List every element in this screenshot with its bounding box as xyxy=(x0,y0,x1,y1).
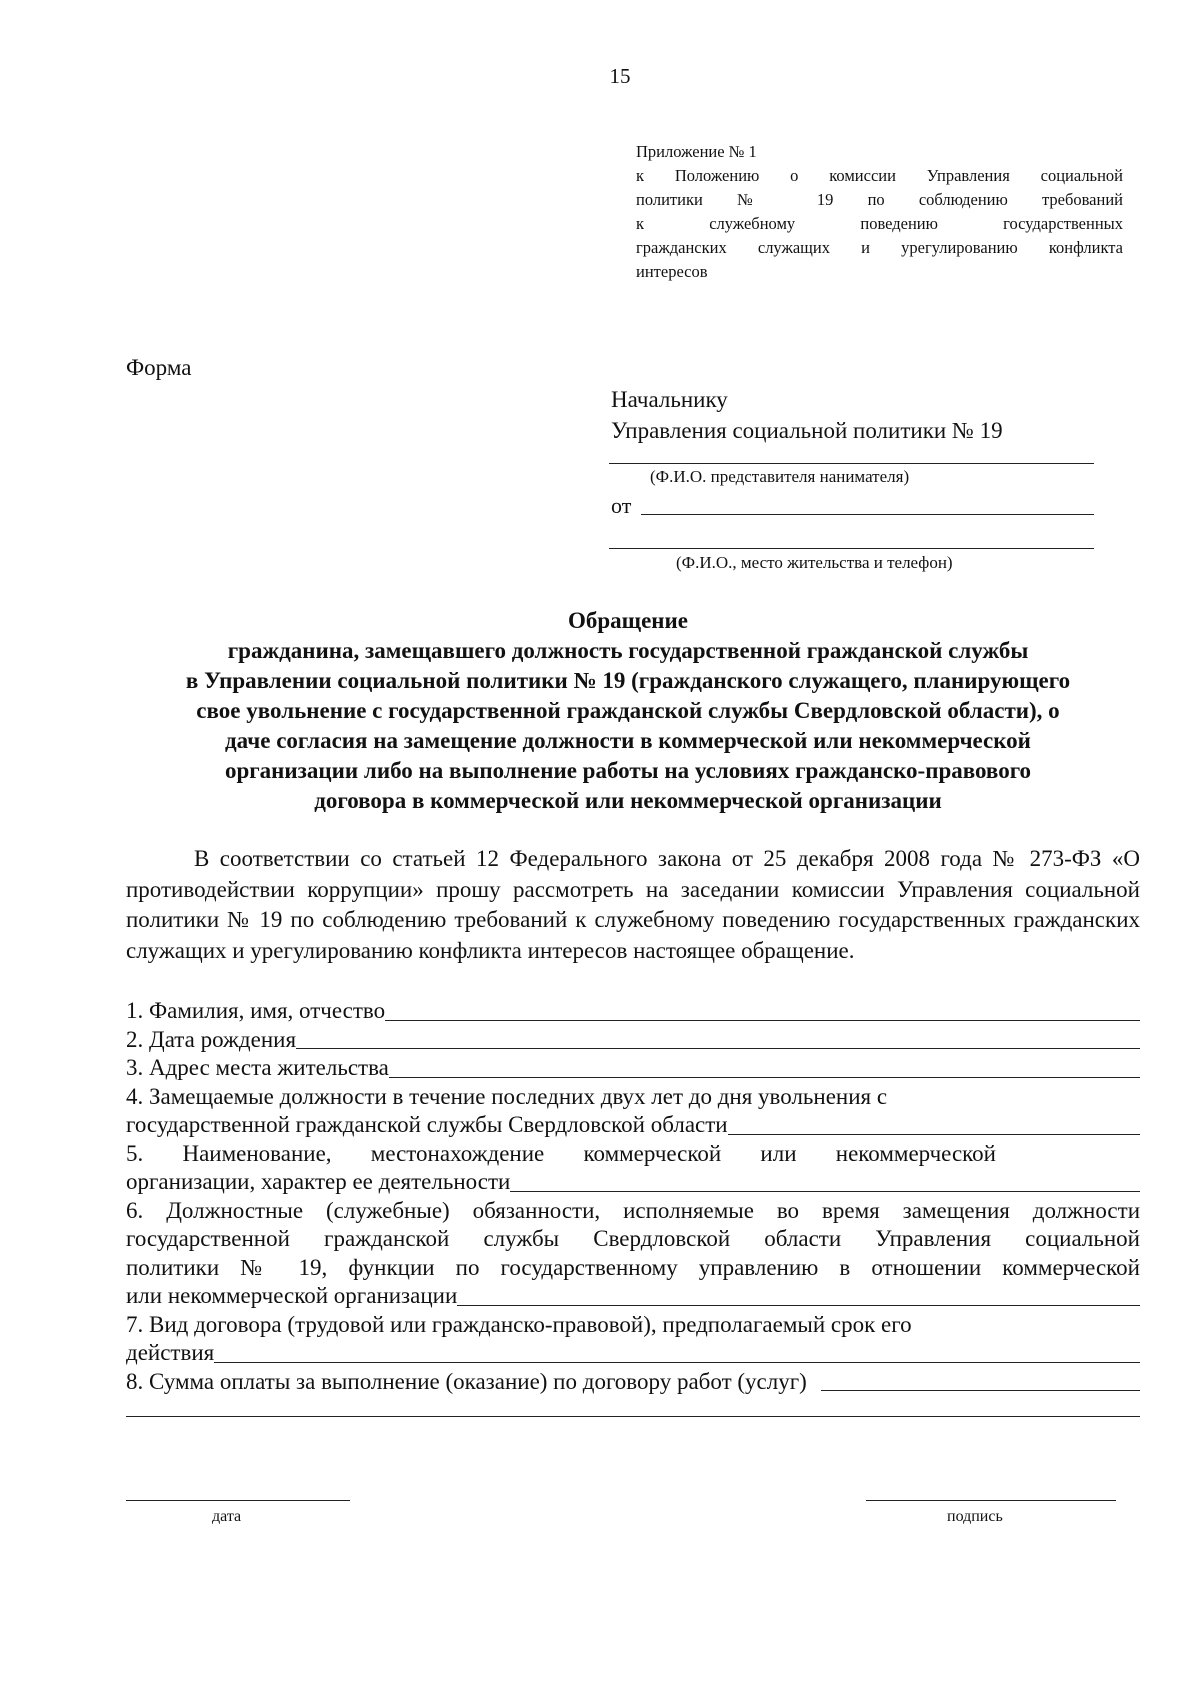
addressee-line: Управления социальной политики № 19 xyxy=(611,418,1003,443)
full-name-field[interactable] xyxy=(385,1019,1140,1021)
document-heading xyxy=(120,606,1136,816)
payment-extra-line[interactable] xyxy=(126,1396,1140,1417)
item-organization-label xyxy=(126,1140,996,1169)
item-organization xyxy=(126,1168,1140,1197)
from-name-line[interactable] xyxy=(641,514,1094,515)
appendix-title: Приложение № 1 xyxy=(636,142,757,161)
item-full-name xyxy=(126,997,1140,1026)
duties-field[interactable] xyxy=(457,1304,1140,1306)
signature-label: подпись xyxy=(947,1508,1003,1525)
addressee-line: Начальнику xyxy=(611,387,728,412)
item-contract xyxy=(126,1339,1140,1368)
item-label: 1. Фамилия, имя, отчество xyxy=(126,998,386,1023)
item-duties-line: 6. Должностные (служебные) обязанности, исполняемые во время замещения должности xyxy=(126,1197,1140,1223)
item-label: 8. Сумма оплаты за выполнение (оказание) по договору работ (услуг) xyxy=(126,1368,807,1394)
item-word: коммерческой xyxy=(583,1140,722,1166)
item-positions-label: 4. Замещаемые должности в течение последних двух лет до дня увольнения с xyxy=(126,1083,888,1109)
appendix-line: к служебному поведению государственных xyxy=(636,214,1123,233)
item-word: 5. xyxy=(126,1140,144,1166)
from-caption: (Ф.И.О., место жительства и телефон) xyxy=(676,553,953,572)
form-label: Форма xyxy=(126,355,192,380)
heading-line: организации либо на выполнение работы на условиях гражданско-правового xyxy=(224,758,1032,783)
date-label: дата xyxy=(212,1508,242,1525)
date-signature-line[interactable] xyxy=(126,1500,350,1501)
birth-date-field[interactable] xyxy=(296,1047,1140,1049)
item-positions xyxy=(126,1111,1140,1140)
appendix-line: к Положению о комиссии Управления социальной xyxy=(636,166,1123,185)
heading-line: в Управлении социальной политики № 19 (гражданского служащего, планирующего xyxy=(185,668,1071,693)
item-duties xyxy=(126,1282,1140,1311)
appendix-line: интересов xyxy=(636,262,708,281)
item-payment xyxy=(126,1368,1140,1397)
item-word: Наименование, xyxy=(182,1140,332,1166)
addressee-block xyxy=(611,384,1003,446)
item-word: или xyxy=(760,1140,797,1166)
item-birth-date xyxy=(126,1026,1140,1055)
item-duties-line: политики № 19, функции по государственному управлению в отношении коммерческой xyxy=(126,1254,1140,1280)
appendix-line: политики № 19 по соблюдению требований xyxy=(636,190,1123,209)
item-duties-line: государственной гражданской службы Свердловской области Управления социальной xyxy=(126,1226,1140,1251)
positions-field[interactable] xyxy=(728,1133,1140,1135)
item-label: организации, характер ее деятельности xyxy=(126,1169,511,1194)
heading-line: даче согласия на замещение должности в коммерческой или некоммерческой xyxy=(225,728,1031,753)
item-label: или некоммерческой организации xyxy=(126,1283,458,1308)
payment-field[interactable] xyxy=(821,1389,1140,1391)
address-field[interactable] xyxy=(389,1076,1140,1078)
organization-field[interactable] xyxy=(510,1190,1140,1192)
item-address xyxy=(126,1054,1140,1083)
representative-caption: (Ф.И.О. представителя нанимателя) xyxy=(650,467,910,486)
item-label: 3. Адрес места жительства xyxy=(126,1055,389,1080)
item-word: местонахождение xyxy=(370,1140,545,1166)
item-label: государственной гражданской службы Свердловской области xyxy=(126,1112,728,1137)
intro-paragraph: В соответствии со статьей 12 Федерального закона от 25 декабря 2008 года № 273-ФЗ «О противодействии коррупции» прошу рассмотреть на заседании комиссии Управления социальной политики № 19 по соблюдению требований к служебному поведению государственных гражданских служащих и урегулированию конфликта интересов настоящее обращение. xyxy=(126,846,1140,963)
appendix-line: гражданских служащих и урегулированию конфликта xyxy=(636,238,1123,257)
contract-field[interactable] xyxy=(214,1361,1140,1363)
heading-line: гражданина, замещавшего должность государственной гражданской службы xyxy=(227,638,1029,663)
form-items xyxy=(126,997,1140,1417)
page-number: 15 xyxy=(609,64,631,88)
item-word: некоммерческой xyxy=(835,1140,996,1166)
appendix-note xyxy=(636,140,1123,284)
from-label: от xyxy=(611,493,632,518)
heading-line: свое увольнение с государственной гражданской службы Свердловской области), о xyxy=(196,698,1060,723)
item-label: 2. Дата рождения xyxy=(126,1026,297,1052)
item-label: действия xyxy=(126,1340,215,1365)
item-contract-label: 7. Вид договора (трудовой или гражданско-правовой), предполагаемый срок его xyxy=(126,1311,912,1337)
signature-line[interactable] xyxy=(866,1500,1116,1501)
representative-name-line[interactable] xyxy=(609,463,1094,464)
heading-title: Обращение xyxy=(567,608,689,633)
from-details-line[interactable] xyxy=(609,548,1094,549)
heading-line: договора в коммерческой или некоммерческой организации xyxy=(314,788,942,813)
